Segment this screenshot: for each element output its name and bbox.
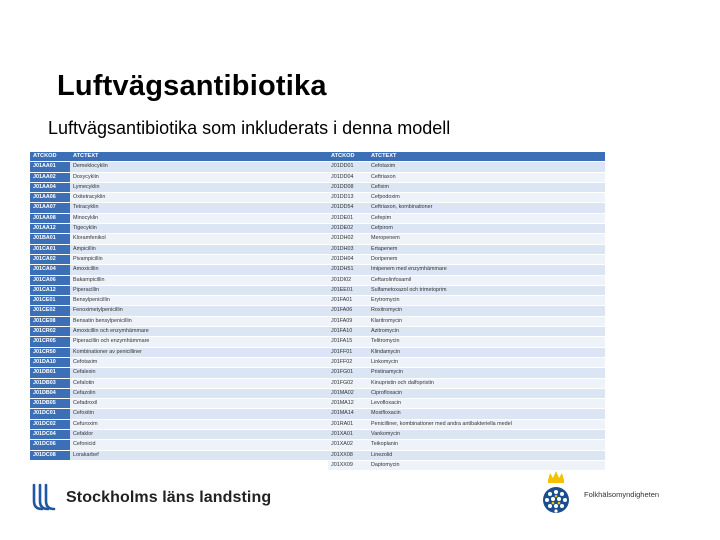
table-row: [328, 419, 605, 429]
atc-code-cell: J01DC08: [30, 450, 70, 460]
atc-code-cell: J01CA12: [30, 285, 70, 295]
table-row: [30, 182, 328, 192]
atc-text-cell: Tigecyklin: [70, 224, 328, 234]
sll-name: Stockholms läns landsting: [66, 489, 272, 506]
table-row: [30, 234, 328, 244]
table-row: [30, 162, 328, 172]
table-row: [328, 430, 605, 440]
atc-code-cell: J01DD01: [328, 162, 368, 172]
atc-text-cell: Ciprofloxacin: [368, 388, 605, 398]
atc-text-cell: Ampicillin: [70, 244, 328, 254]
atc-text-cell: Bakampicillin: [70, 275, 328, 285]
table-row: [30, 265, 328, 275]
atc-text-cell: Cefalotin: [70, 378, 328, 388]
atc-text-cell: Ceftriaxon, kombinationer: [368, 203, 605, 213]
atc-text-cell: Klindamycin: [368, 347, 605, 357]
table-row: [30, 285, 328, 295]
atc-text-cell: Cefazolin: [70, 388, 328, 398]
atc-code-cell: J01DC06: [30, 440, 70, 450]
atc-text-cell: Levofloxacin: [368, 399, 605, 409]
table-header-row: [328, 152, 605, 162]
atc-code-cell: J01DC02: [30, 419, 70, 429]
atc-code-table: [30, 152, 605, 468]
atc-code-cell: J01AA04: [30, 182, 70, 192]
table-row: [328, 254, 605, 264]
atc-code-cell: J01DE02: [328, 224, 368, 234]
atc-text-cell: Sulfametoxazol och trimetoprim: [368, 285, 605, 295]
crown-emblem-icon: [534, 470, 578, 520]
column-header-atc-code: ATCKOD: [328, 152, 368, 162]
atc-code-cell: J01DD54: [328, 203, 368, 213]
atc-text-cell: Lymecyklin: [70, 182, 328, 192]
atc-text-cell: Kinupristin och dalfopristin: [368, 378, 605, 388]
table-header-row: [30, 152, 328, 162]
table-row: [328, 193, 605, 203]
column-header-atc-code: ATCKOD: [30, 152, 70, 162]
atc-code-cell: J01DD04: [328, 172, 368, 182]
table-row: [328, 296, 605, 306]
atc-code-cell: J01AA08: [30, 213, 70, 223]
atc-code-cell: J01DB01: [30, 368, 70, 378]
atc-text-cell: Ertapenem: [368, 244, 605, 254]
atc-code-cell: J01MA02: [328, 388, 368, 398]
table-row: [328, 244, 605, 254]
sll-logo: [28, 483, 271, 513]
atc-text-cell: Demeklocyklin: [70, 162, 328, 172]
atc-code-cell: J01XA01: [328, 430, 368, 440]
table-row: [30, 440, 328, 450]
atc-text-cell: Cefalexin: [70, 368, 328, 378]
atc-text-cell: Cefotaxim: [368, 162, 605, 172]
table-row: [328, 440, 605, 450]
atc-text-cell: Daptomycin: [368, 460, 605, 470]
table-row: [328, 234, 605, 244]
table-row: [328, 213, 605, 223]
table-row: [30, 296, 328, 306]
atc-text-cell: Bensatin bensylpenicillin: [70, 316, 328, 326]
atc-code-cell: J01AA12: [30, 224, 70, 234]
table-row: [30, 213, 328, 223]
table-row: [328, 409, 605, 419]
table-row: [328, 162, 605, 172]
table-row: [328, 357, 605, 367]
slide-title: Luftvägsantibiotika: [57, 70, 327, 102]
atc-text-cell: Telitromycin: [368, 337, 605, 347]
table-row: [30, 316, 328, 326]
atc-text-cell: Piperacillin och enzymhämmare: [70, 337, 328, 347]
table-row: [30, 430, 328, 440]
atc-text-cell: Kombinationer av penicilliner: [70, 347, 328, 357]
atc-code-cell: J01FA06: [328, 306, 368, 316]
atc-code-cell: J01FA15: [328, 337, 368, 347]
atc-text-cell: Cefuroxim: [70, 419, 328, 429]
atc-code-cell: J01XX09: [328, 460, 368, 470]
atc-code-cell: J01DB03: [30, 378, 70, 388]
table-row: [30, 254, 328, 264]
atc-code-cell: J01FG02: [328, 378, 368, 388]
table-row: [30, 275, 328, 285]
atc-text-cell: Oxitetracyklin: [70, 193, 328, 203]
atc-code-cell: J01DC04: [30, 430, 70, 440]
atc-text-cell: Erytromycin: [368, 296, 605, 306]
table-row: [328, 275, 605, 285]
atc-code-cell: J01AA02: [30, 172, 70, 182]
table-row: [30, 244, 328, 254]
atc-code-cell: J01CR50: [30, 347, 70, 357]
table-row: [30, 378, 328, 388]
table-row: [30, 172, 328, 182]
table-row: [30, 419, 328, 429]
table-row: [328, 203, 605, 213]
atc-code-cell: J01CA06: [30, 275, 70, 285]
atc-text-cell: Cefixim: [368, 182, 605, 192]
atc-code-cell: J01DE01: [328, 213, 368, 223]
table-row: [30, 368, 328, 378]
atc-text-cell: Cefpodoxim: [368, 193, 605, 203]
atc-table-left: [30, 152, 328, 461]
atc-code-cell: J01MA12: [328, 399, 368, 409]
atc-text-cell: Tetracyklin: [70, 203, 328, 213]
fhm-logo: [534, 470, 674, 520]
atc-text-cell: Cefotaxim: [70, 357, 328, 367]
atc-text-cell: Minocyklin: [70, 213, 328, 223]
atc-text-cell: Cefoxitin: [70, 409, 328, 419]
atc-text-cell: Moxifloxacin: [368, 409, 605, 419]
fhm-name: Folkhälsomyndigheten: [584, 490, 660, 499]
table-row: [30, 337, 328, 347]
table-row: [328, 265, 605, 275]
atc-code-cell: J01FA01: [328, 296, 368, 306]
atc-text-cell: Roxitromycin: [368, 306, 605, 316]
atc-text-cell: Bensylpenicillin: [70, 296, 328, 306]
atc-text-cell: Cefaklor: [70, 430, 328, 440]
atc-text-cell: Cefonicid: [70, 440, 328, 450]
table-row: [328, 388, 605, 398]
atc-code-cell: J01DI02: [328, 275, 368, 285]
atc-text-cell: Amoxicillin: [70, 265, 328, 275]
table-row: [30, 357, 328, 367]
atc-text-cell: Linkomycin: [368, 357, 605, 367]
atc-code-cell: J01CA01: [30, 244, 70, 254]
atc-code-cell: J01AA01: [30, 162, 70, 172]
atc-code-cell: J01CR02: [30, 327, 70, 337]
atc-code-cell: J01DD08: [328, 182, 368, 192]
atc-text-cell: Klaritromycin: [368, 316, 605, 326]
table-row: [328, 224, 605, 234]
atc-code-cell: J01AA06: [30, 193, 70, 203]
table-row: [30, 388, 328, 398]
atc-text-cell: Teikoplanin: [368, 440, 605, 450]
sll-logo-icon: [28, 483, 60, 513]
table-row: [328, 378, 605, 388]
table-row: [328, 399, 605, 409]
table-row: [30, 203, 328, 213]
atc-code-cell: J01DA10: [30, 357, 70, 367]
table-row: [30, 450, 328, 460]
table-row: [30, 327, 328, 337]
atc-code-cell: J01DH51: [328, 265, 368, 275]
atc-code-cell: J01FG01: [328, 368, 368, 378]
atc-text-cell: Ceftriaxon: [368, 172, 605, 182]
atc-text-cell: Cefadroxil: [70, 399, 328, 409]
table-row: [328, 450, 605, 460]
atc-code-cell: J01RA01: [328, 419, 368, 429]
table-row: [30, 347, 328, 357]
atc-text-cell: Penicilliner, kombinationer med andra antibakteriella medel: [368, 419, 605, 429]
atc-code-cell: J01CE01: [30, 296, 70, 306]
table-row: [328, 368, 605, 378]
atc-code-cell: J01FA10: [328, 327, 368, 337]
column-header-atc-text: ATCTEXT: [70, 152, 328, 162]
table-row: [328, 306, 605, 316]
atc-code-cell: J01BA01: [30, 234, 70, 244]
atc-text-cell: Doripenem: [368, 254, 605, 264]
atc-code-cell: J01FF02: [328, 357, 368, 367]
table-row: [328, 337, 605, 347]
atc-text-cell: Linezolid: [368, 450, 605, 460]
atc-text-cell: Azitromycin: [368, 327, 605, 337]
table-row: [328, 327, 605, 337]
atc-code-cell: J01DB05: [30, 399, 70, 409]
atc-text-cell: Cefepim: [368, 213, 605, 223]
atc-code-cell: J01XA02: [328, 440, 368, 450]
atc-code-cell: J01DB04: [30, 388, 70, 398]
atc-code-cell: J01XX08: [328, 450, 368, 460]
atc-text-cell: Fenoximetylpenicillin: [70, 306, 328, 316]
atc-text-cell: Cefpirom: [368, 224, 605, 234]
atc-code-cell: J01CA02: [30, 254, 70, 264]
atc-code-cell: J01DD13: [328, 193, 368, 203]
table-row: [30, 224, 328, 234]
atc-code-cell: J01FF01: [328, 347, 368, 357]
atc-text-cell: Kloramfenikol: [70, 234, 328, 244]
atc-text-cell: Lorakarbef: [70, 450, 328, 460]
atc-text-cell: Pristinamycin: [368, 368, 605, 378]
atc-code-cell: J01AA07: [30, 203, 70, 213]
atc-code-cell: J01DH03: [328, 244, 368, 254]
atc-text-cell: Piperacillin: [70, 285, 328, 295]
column-header-atc-text: ATCTEXT: [368, 152, 605, 162]
atc-text-cell: Doxycyklin: [70, 172, 328, 182]
atc-code-cell: J01DH04: [328, 254, 368, 264]
table-row: [328, 285, 605, 295]
table-row: [328, 316, 605, 326]
atc-text-cell: Vankomycin: [368, 430, 605, 440]
table-row: [30, 409, 328, 419]
table-row: [30, 399, 328, 409]
atc-text-cell: Ceftarolinfosamil: [368, 275, 605, 285]
slide-subtitle: Luftvägsantibiotika som inkluderats i denna modell: [48, 118, 451, 138]
atc-code-cell: J01CA04: [30, 265, 70, 275]
atc-code-cell: J01CR05: [30, 337, 70, 347]
atc-code-cell: J01CE08: [30, 316, 70, 326]
table-row: [328, 347, 605, 357]
atc-code-cell: J01CE02: [30, 306, 70, 316]
table-row: [328, 182, 605, 192]
atc-text-cell: Imipenem med enzymhämmare: [368, 265, 605, 275]
atc-code-cell: J01EE01: [328, 285, 368, 295]
table-row: [30, 193, 328, 203]
atc-text-cell: Amoxicillin och enzymhämmare: [70, 327, 328, 337]
atc-text-cell: Pivampicillin: [70, 254, 328, 264]
atc-code-cell: J01DH02: [328, 234, 368, 244]
atc-text-cell: Meropenem: [368, 234, 605, 244]
atc-code-cell: J01FA09: [328, 316, 368, 326]
table-row: [30, 306, 328, 316]
atc-table-right: [328, 152, 605, 471]
atc-code-cell: J01DC01: [30, 409, 70, 419]
atc-code-cell: J01MA14: [328, 409, 368, 419]
table-row: [328, 172, 605, 182]
